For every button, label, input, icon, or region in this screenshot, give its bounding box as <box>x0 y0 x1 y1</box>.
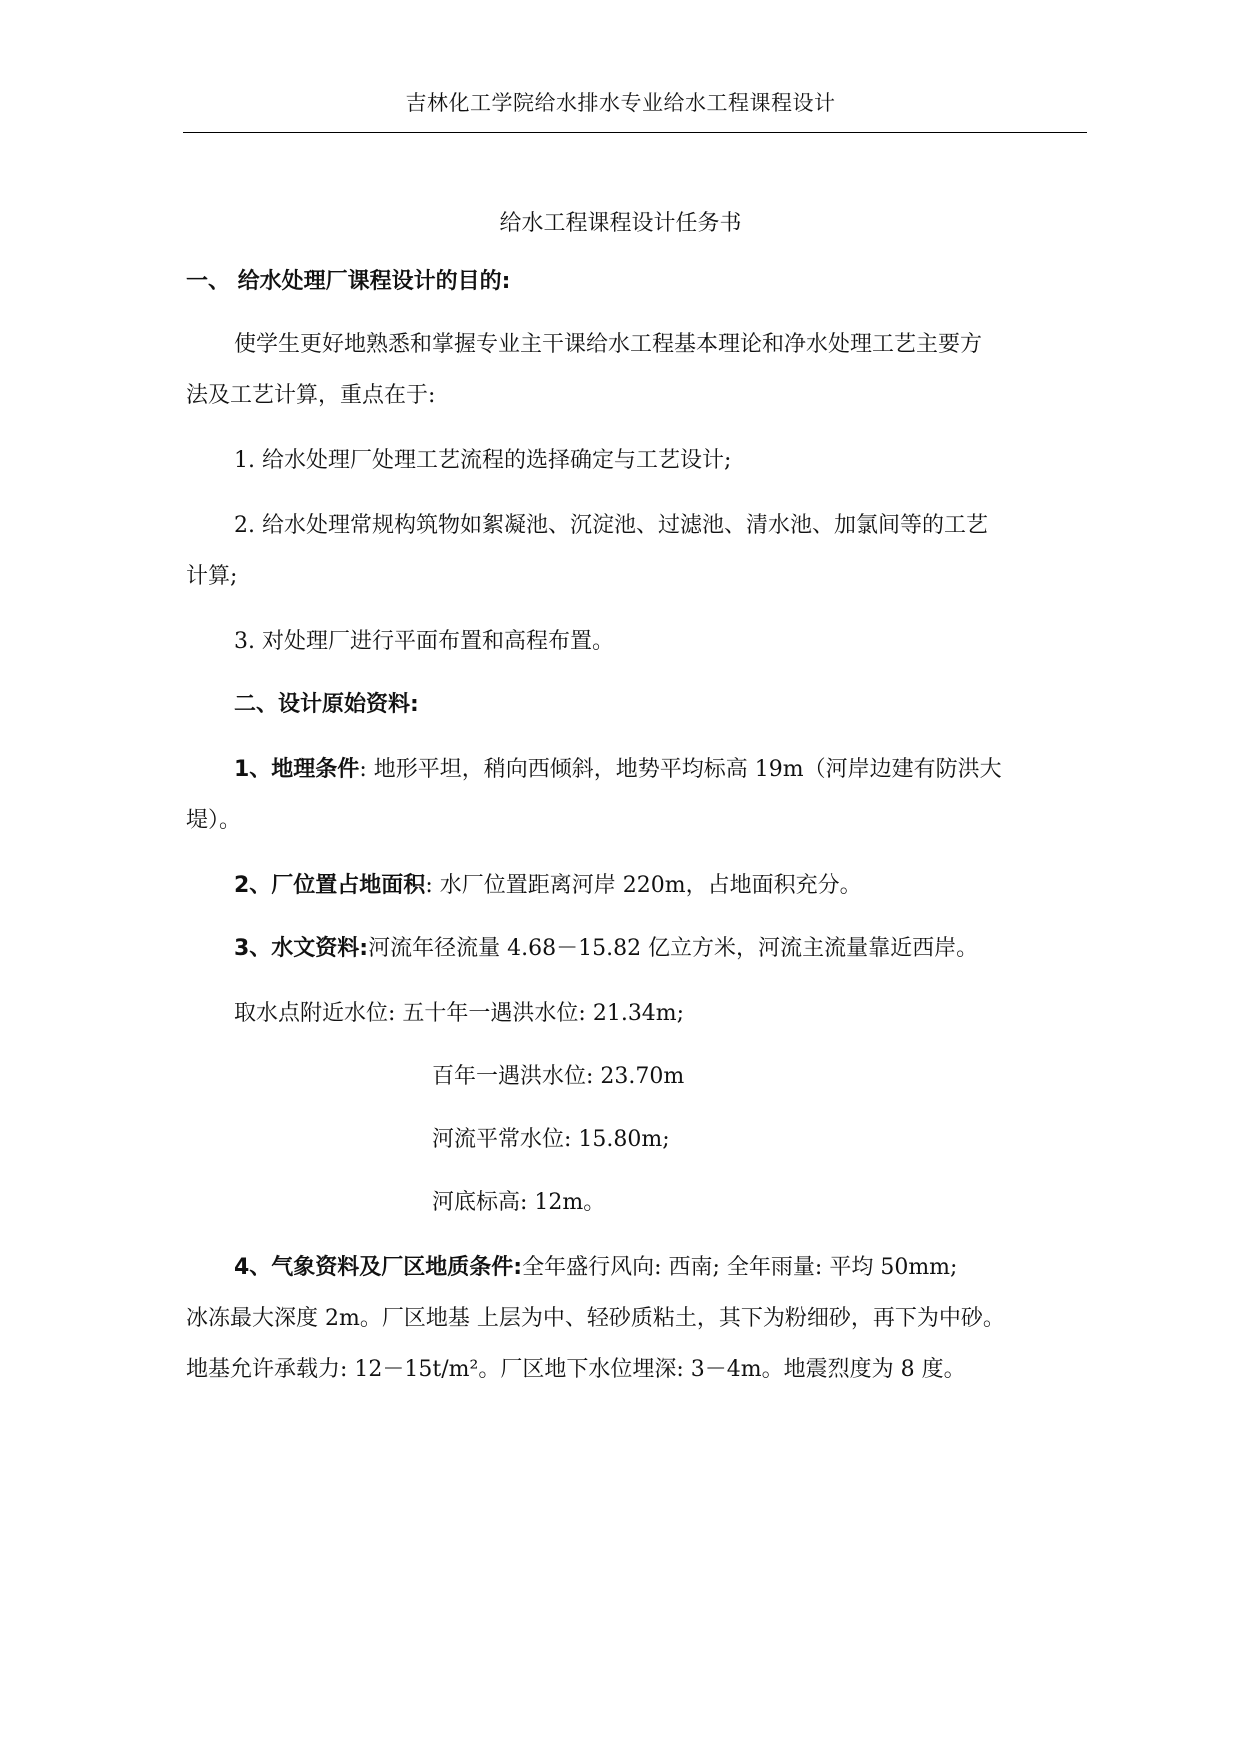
hydro-label: 3、水文资料: <box>234 936 369 961</box>
climate-paragraph-line1 <box>234 1239 1134 1297</box>
site-label: 2、厂位置占地面积 <box>234 873 426 898</box>
level-normal: 河流平常水位: 15.80m; <box>432 1127 670 1152</box>
level-bottom: 河底标高: 12m。 <box>432 1190 606 1215</box>
section1-item2-line1: 2. 给水处理常规构筑物如絮凝池、沉淀池、过滤池、清水池、加氯间等的工艺 <box>234 513 988 538</box>
levels-row <box>234 985 1134 1043</box>
geo-text-line2: 堤）。 <box>186 808 242 833</box>
site-paragraph <box>234 857 1134 915</box>
hydro-text: 河流年径流量 4.68－15.82 亿立方米，河流主流量靠近西岸。 <box>368 936 979 961</box>
section1-item1: 1. 给水处理厂处理工艺流程的选择确定与工艺设计; <box>234 448 732 473</box>
level-50yr: 五十年一遇洪水位: 21.34m; <box>402 1001 685 1026</box>
header-text: 吉林化工学院给水排水专业给水工程课程设计 <box>405 91 836 115</box>
section1-item2-line2: 计算; <box>186 564 238 589</box>
section1-intro-line1: 使学生更好地熟悉和掌握专业主干课给水工程基本理论和净水处理工艺主要方 <box>234 332 983 357</box>
geo-paragraph-line1 <box>234 741 1134 799</box>
header-rule <box>183 132 1087 133</box>
climate-text-line2: 冰冻最大深度 2m。厂区地基 上层为中、轻砂质粘土，其下为粉细砂，再下为中砂。 <box>186 1306 1005 1331</box>
section2-heading: 二、设计原始资料: <box>234 692 419 717</box>
climate-text-line1: 全年盛行风向: 西南; 全年雨量: 平均 50mm; <box>522 1255 958 1280</box>
section1-heading: 一、 给水处理厂课程设计的目的: <box>186 269 511 294</box>
level-100yr: 百年一遇洪水位: 23.70m <box>432 1064 685 1089</box>
site-text: : 水厂位置距离河岸 220m，占地面积充分。 <box>425 873 862 898</box>
geo-label: 1、地理条件 <box>234 757 360 782</box>
climate-text-line3: 地基允许承载力: 12－15t/m²。厂区地下水位埋深: 3－4m。地震烈度为 8 度。 <box>186 1357 966 1382</box>
hydro-paragraph <box>234 920 1134 978</box>
document-title: 给水工程课程设计任务书 <box>499 211 742 236</box>
geo-text-line1: : 地形平坦，稍向西倾斜，地势平均标高 19m（河岸边建有防洪大 <box>359 757 1002 782</box>
section1-item3: 3. 对处理厂进行平面布置和高程布置。 <box>234 629 614 654</box>
levels-label: 取水点附近水位: <box>234 1001 396 1026</box>
section1-intro-line2: 法及工艺计算，重点在于: <box>186 383 436 408</box>
climate-label: 4、气象资料及厂区地质条件: <box>234 1255 523 1280</box>
